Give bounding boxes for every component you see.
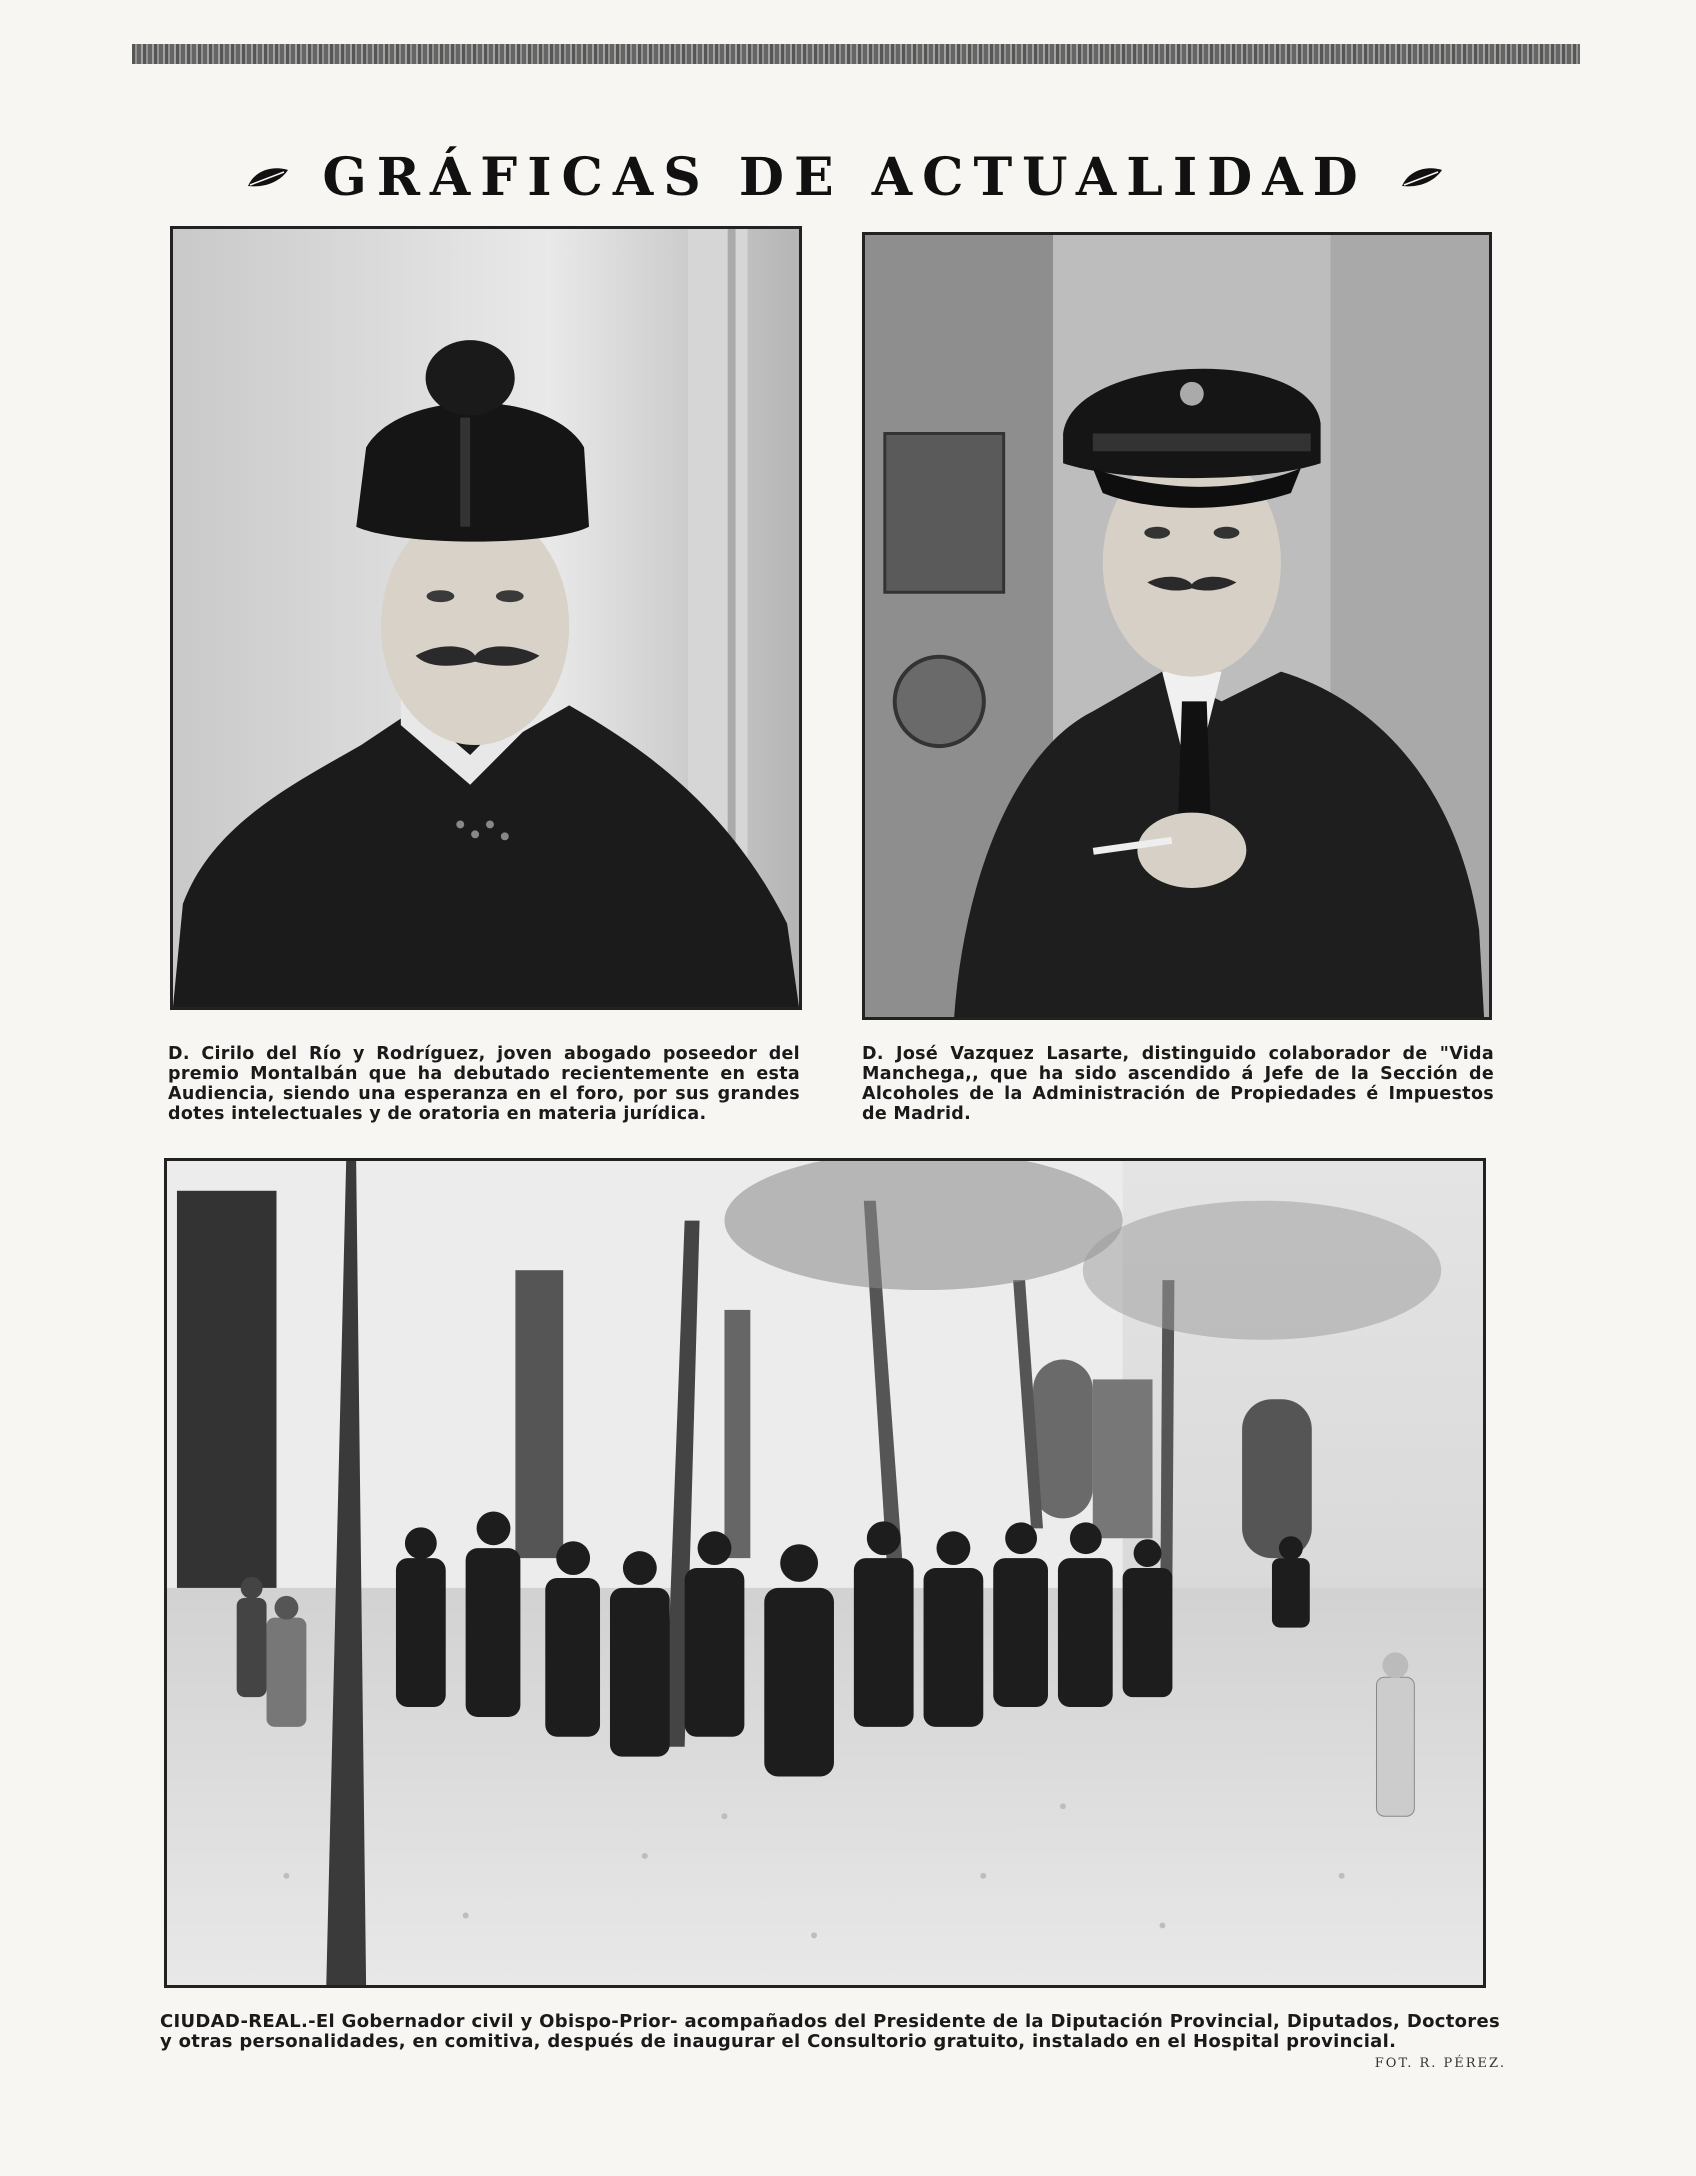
left-portrait-photo <box>170 226 802 1010</box>
photo-credit: FOT. R. PÉREZ. <box>1374 2056 1506 2071</box>
page-title: GRÁFICAS DE ACTUALIDAD <box>322 146 1368 208</box>
group-photo-caption: CIUDAD-REAL.-El Gobernador civil y Obispo-Prior- acompañados del Presidente de la Diputación Provincial, Diputados, Doctores y otras personalidades, en comitiva, después de inaugurar el Consultorio gratuito, instalado en el Hospital provincial. <box>160 2011 1500 2052</box>
right-portrait-caption: D. José Vazquez Lasarte, distinguido colaborador de "Vida Manchega,, que ha sido ascendido á Jefe de la Sección de Alcoholes de la Administración de Propiedades é Impuestos de Madrid. <box>862 1044 1494 1124</box>
top-border-bar <box>132 44 1580 64</box>
leaf-ornament-right-icon <box>1400 166 1444 188</box>
left-portrait-caption: D. Cirilo del Río y Rodríguez, joven abogado poseedor del premio Montalbán que ha debutado recientemente en esta Audiencia, siendo una esperanza en el foro, por sus grandes dotes intelectuales y de oratoria en materia jurídica. <box>168 1044 800 1124</box>
group-procession-photo <box>164 1158 1486 1988</box>
right-portrait-photo <box>862 232 1492 1020</box>
leaf-ornament-left-icon <box>246 166 290 188</box>
page-header <box>220 142 1470 212</box>
